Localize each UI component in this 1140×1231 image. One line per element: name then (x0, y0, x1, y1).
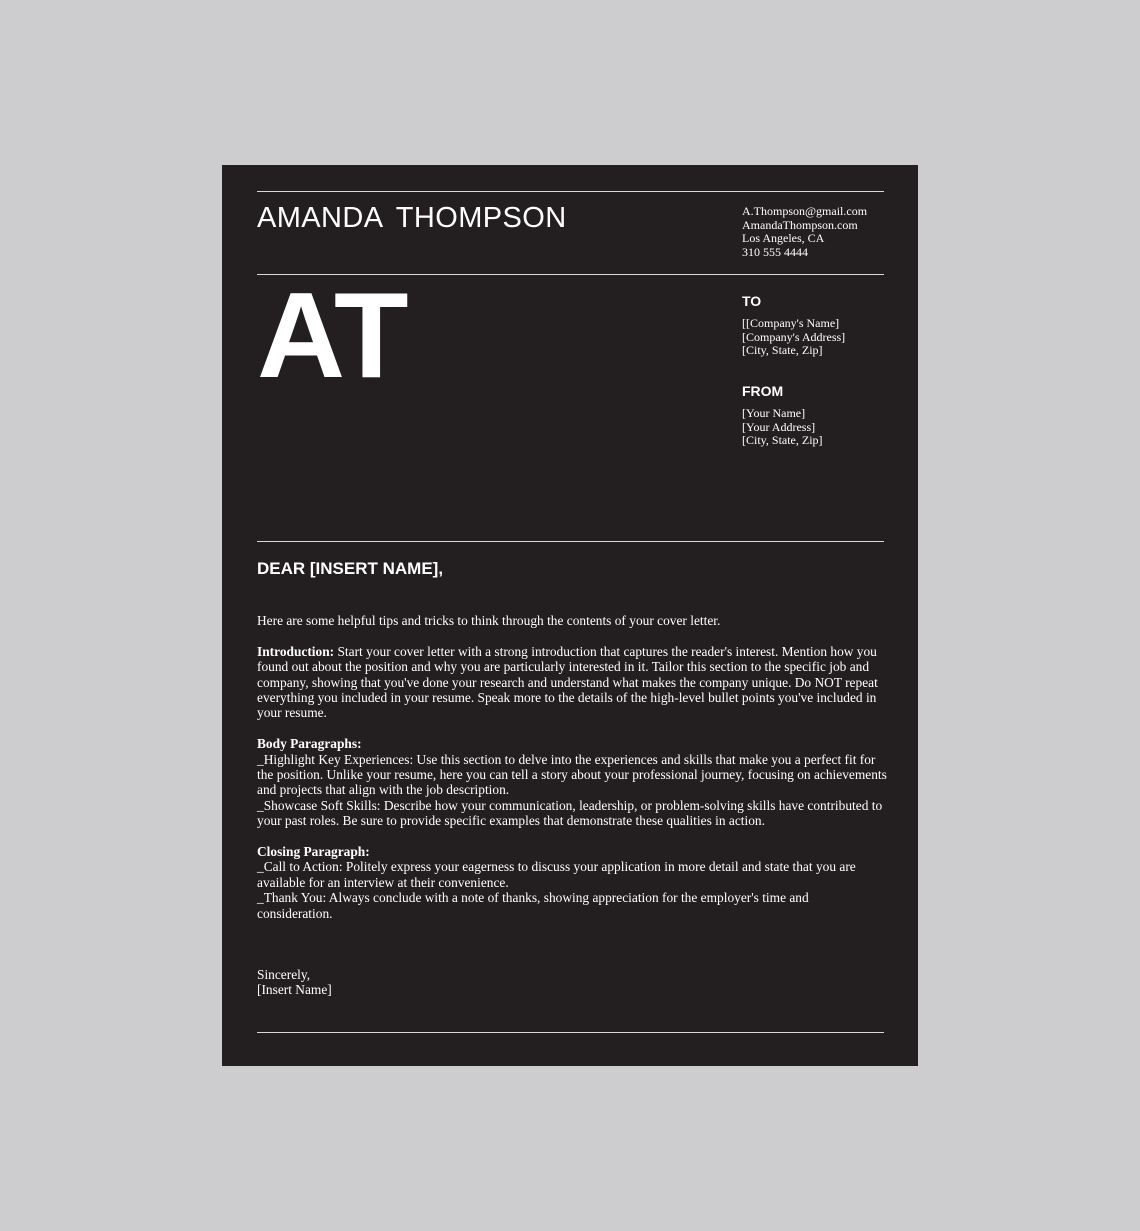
contact-website: AmandaThompson.com (742, 217, 858, 232)
from-name: [Your Name] (742, 406, 806, 420)
intro-tip-paragraph: Here are some helpful tips and tricks to think through the contents of your cover letter. (257, 613, 721, 628)
to-company-address: [Company's Address] (742, 329, 846, 344)
body-tip-key-experiences: _Highlight Key Experiences: Use this section to delve into the experiences and skills that make you a perfect fit for the position. Unlike your resume, here you can tell a story about your professional journey, focusing on achievements and projects that align with the job description. (257, 751, 887, 798)
body-paragraphs-heading: Body Paragraphs: (257, 736, 362, 752)
to-city-state-zip: [City, State, Zip] (742, 343, 823, 358)
closing-paragraph-section (257, 844, 887, 921)
to-company-name: [[Company's Name] (742, 316, 840, 330)
from-label: FROM (742, 383, 784, 399)
from-city-state-zip: [City, State, Zip] (742, 433, 823, 448)
to-address-block (742, 317, 845, 358)
closing-tip-thank-you: _Thank You: Always conclude with a note of thanks, showing appreciation for the employer's time and consideration. (257, 890, 809, 921)
salutation: DEAR [INSERT NAME], (257, 559, 444, 578)
top-divider (257, 191, 884, 192)
to-label: TO (742, 293, 762, 309)
from-address-block (742, 407, 823, 448)
contact-phone: 310 555 4444 (742, 244, 808, 259)
bottom-divider (257, 1032, 884, 1033)
closing-paragraph-heading: Closing Paragraph: (257, 844, 370, 860)
letter-body (257, 613, 887, 936)
signature-name: [Insert Name] (257, 982, 332, 998)
introduction-heading: Introduction: (257, 643, 335, 659)
introduction-text: Start your cover letter with a strong introduction that captures the reader's interest. Mention how you found out about the position and why you are particularly interested in it. Tailor this section to the specific job and company, showing that you've done your research and understand what makes the company unique. Do NOT repeat everything you included in your resume. Speak more to the details of the high-level bullet points you've included in your resume. (257, 643, 878, 721)
cover-letter-page (222, 165, 918, 1066)
body-paragraphs-section (257, 736, 887, 828)
closing-tip-call-to-action: _Call to Action: Politely express your eagerness to discuss your application in more detail and state that you are available for an interview at their convenience. (257, 859, 856, 890)
contact-location: Los Angeles, CA (742, 231, 825, 246)
applicant-name: AMANDA THOMPSON (257, 202, 567, 234)
letter-divider (257, 541, 884, 542)
sign-off: Sincerely, (257, 967, 311, 982)
sign-off-block (257, 967, 332, 998)
body-tip-soft-skills: _Showcase Soft Skills: Describe how your communication, leadership, or problem-solving skills have contributed to your past roles. Be sure to provide specific examples that demonstrate these qualities in action. (257, 797, 883, 829)
contact-block (742, 205, 867, 259)
contact-email: A.Thompson@gmail.com (742, 204, 868, 218)
monogram-initials: AT (257, 267, 407, 403)
introduction-paragraph (257, 644, 887, 721)
from-address: [Your Address] (742, 419, 816, 434)
